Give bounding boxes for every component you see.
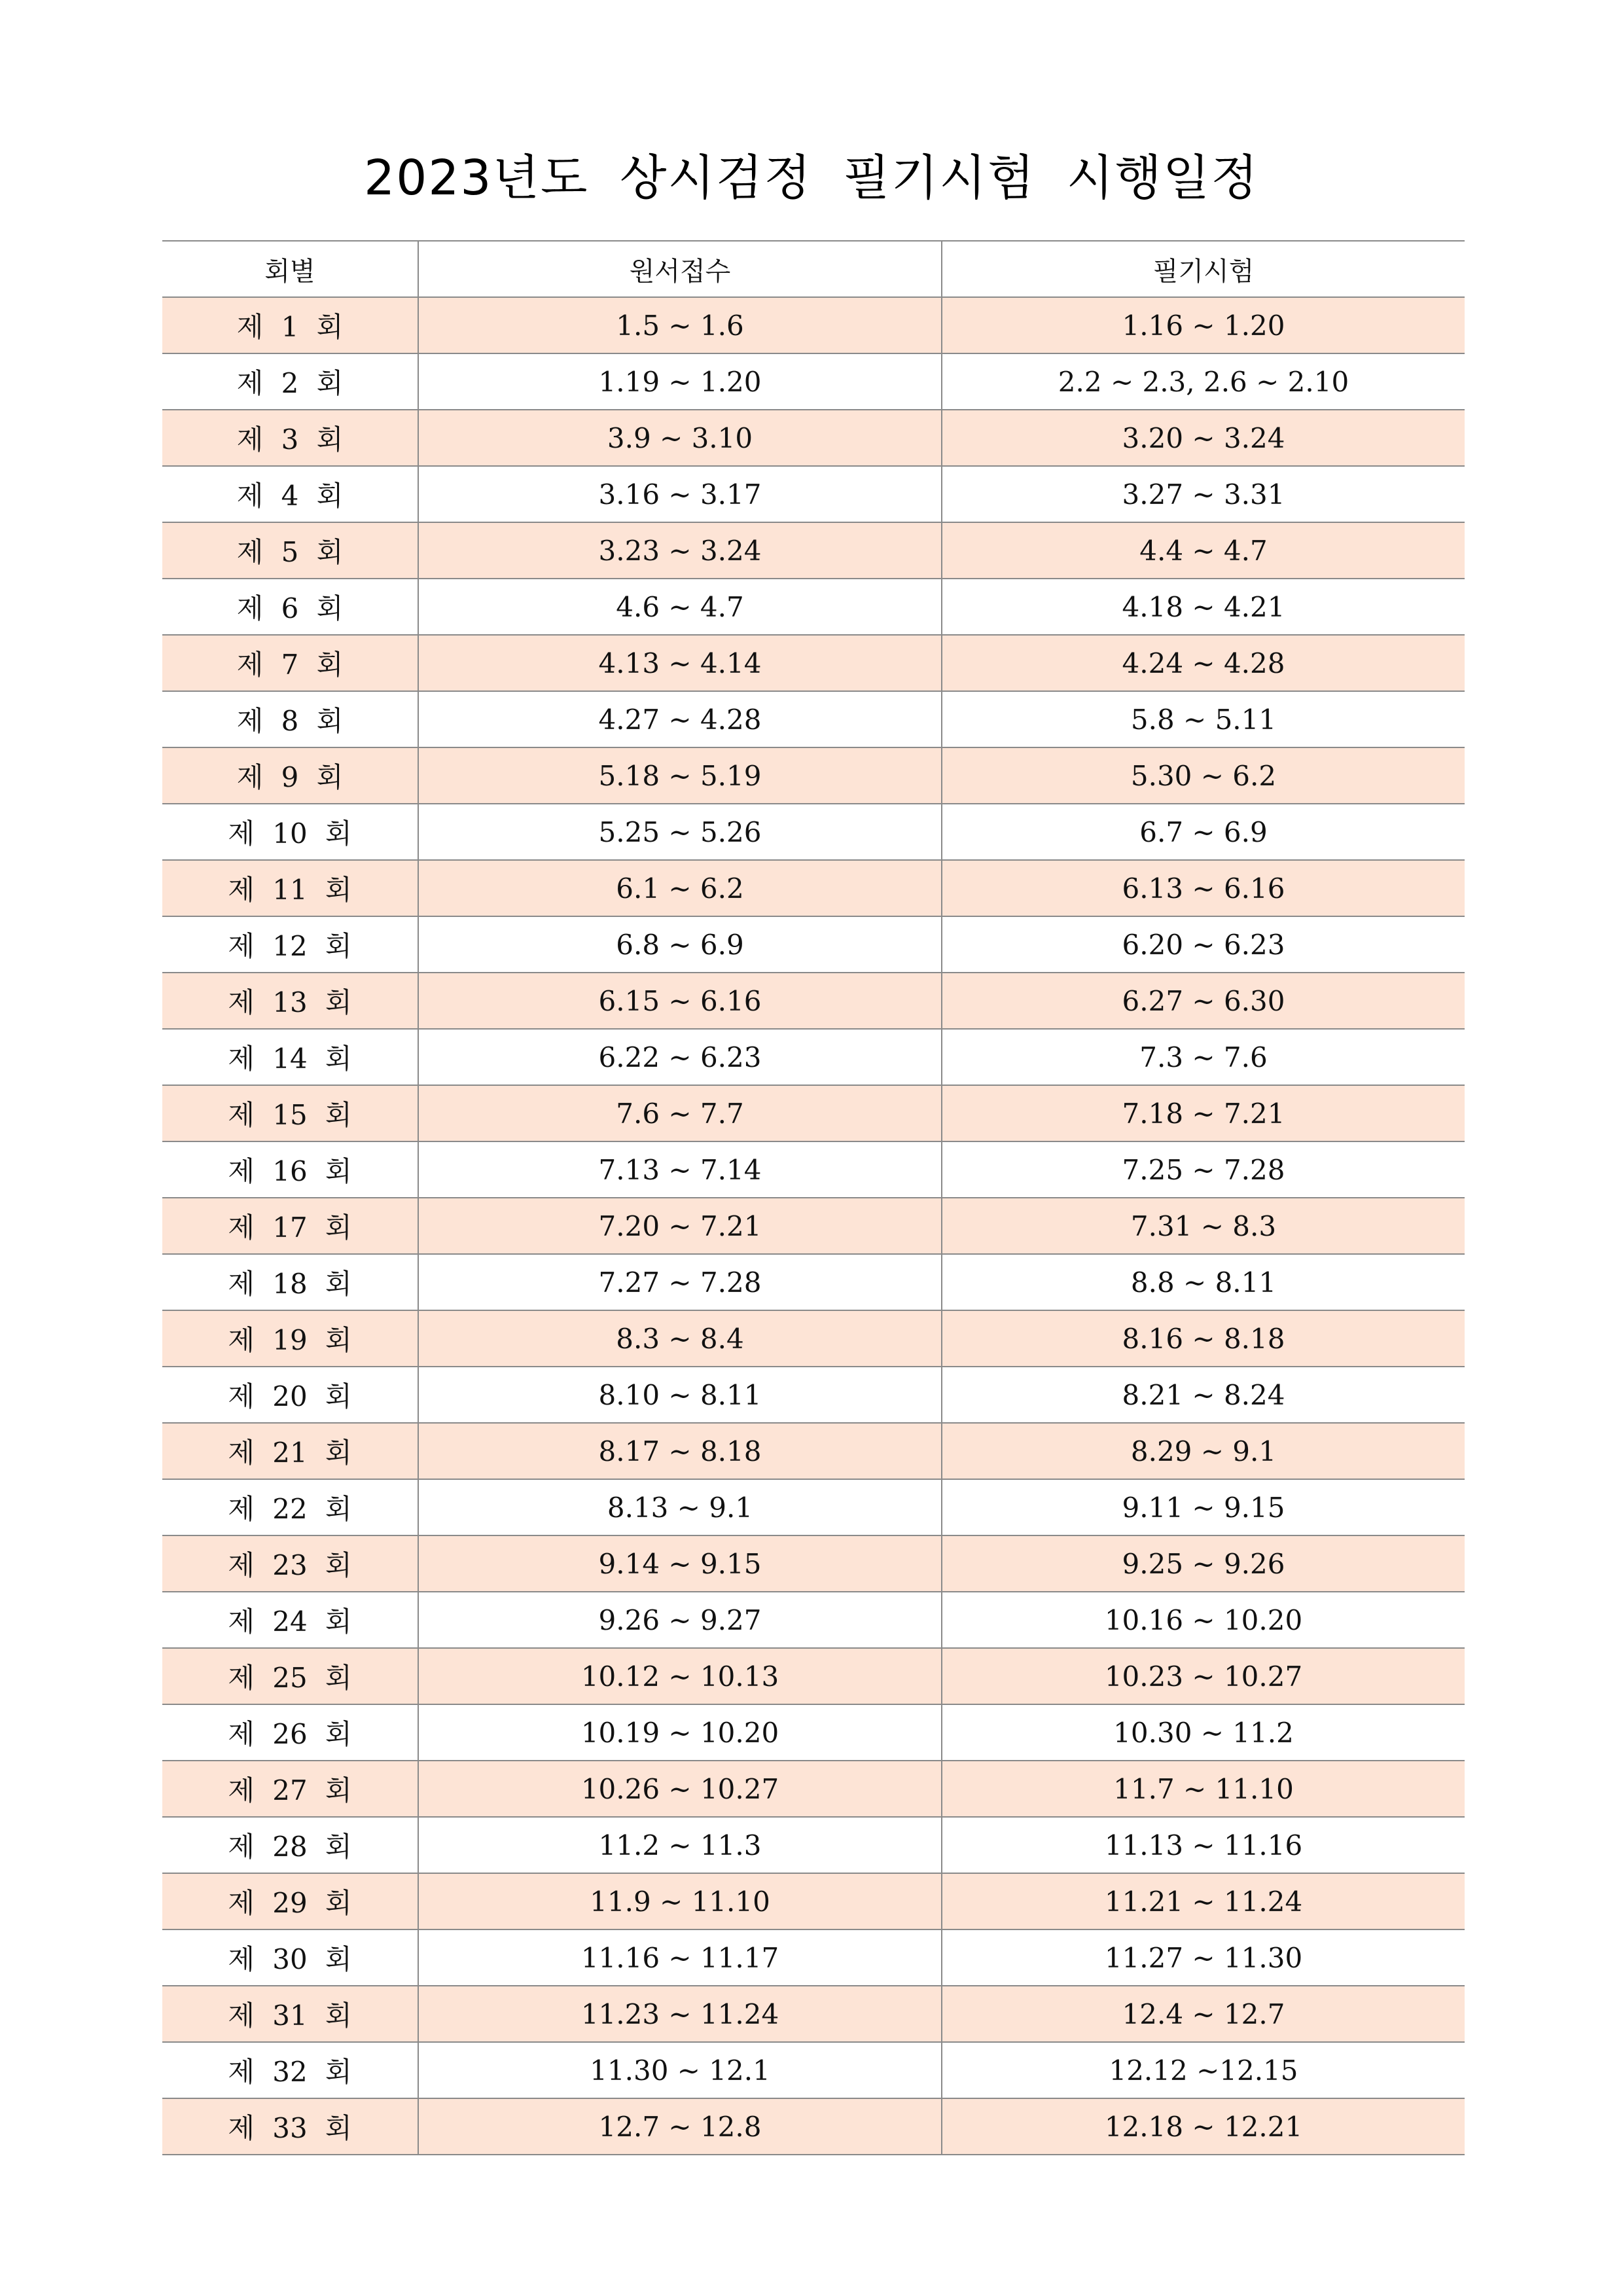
table-row [162,1817,1465,1873]
table-row [162,297,1465,353]
application-cell: 11.30 ~ 12.1 [418,2042,942,2098]
application-cell: 6.15 ~ 6.16 [418,973,942,1029]
application-cell: 8.13 ~ 9.1 [418,1479,942,1535]
table-row [162,1198,1465,1254]
application-cell: 3.16 ~ 3.17 [418,466,942,522]
table-row [162,1592,1465,1648]
round-cell: 제 7 회 [162,635,418,691]
exam-cell: 4.24 ~ 4.28 [942,635,1465,691]
application-cell: 5.25 ~ 5.26 [418,804,942,860]
table-row [162,1141,1465,1198]
application-cell: 11.2 ~ 11.3 [418,1817,942,1873]
round-cell: 제 20 회 [162,1367,418,1423]
round-cell: 제 15 회 [162,1085,418,1141]
exam-cell: 10.16 ~ 10.20 [942,1592,1465,1648]
exam-cell: 5.30 ~ 6.2 [942,747,1465,804]
exam-cell: 3.27 ~ 3.31 [942,466,1465,522]
exam-cell: 6.7 ~ 6.9 [942,804,1465,860]
application-cell: 3.9 ~ 3.10 [418,410,942,466]
table-row [162,353,1465,410]
round-cell: 제 13 회 [162,973,418,1029]
table-row [162,691,1465,747]
application-cell: 10.26 ~ 10.27 [418,1761,942,1817]
application-cell: 6.1 ~ 6.2 [418,860,942,916]
table-row [162,1367,1465,1423]
round-cell: 제 3 회 [162,410,418,466]
table-row [162,1029,1465,1085]
table-row [162,804,1465,860]
round-cell: 제 28 회 [162,1817,418,1873]
table-row [162,747,1465,804]
exam-cell: 8.8 ~ 8.11 [942,1254,1465,1310]
application-cell: 1.5 ~ 1.6 [418,297,942,353]
exam-cell: 7.3 ~ 7.6 [942,1029,1465,1085]
table-row [162,466,1465,522]
exam-cell: 7.31 ~ 8.3 [942,1198,1465,1254]
round-cell: 제 8 회 [162,691,418,747]
exam-cell: 3.20 ~ 3.24 [942,410,1465,466]
header-application: 원서접수 [418,241,942,297]
table-row [162,1085,1465,1141]
round-cell: 제 2 회 [162,353,418,410]
round-cell: 제 30 회 [162,1929,418,1986]
application-cell: 7.6 ~ 7.7 [418,1085,942,1141]
table-row [162,1479,1465,1535]
exam-cell: 9.25 ~ 9.26 [942,1535,1465,1592]
application-cell: 6.8 ~ 6.9 [418,916,942,973]
application-cell: 6.22 ~ 6.23 [418,1029,942,1085]
exam-cell: 9.11 ~ 9.15 [942,1479,1465,1535]
application-cell: 8.3 ~ 8.4 [418,1310,942,1367]
round-cell: 제 25 회 [162,1648,418,1704]
round-cell: 제 17 회 [162,1198,418,1254]
round-cell: 제 9 회 [162,747,418,804]
table-row [162,1761,1465,1817]
application-cell: 4.6 ~ 4.7 [418,579,942,635]
application-cell: 5.18 ~ 5.19 [418,747,942,804]
header-row [162,241,1465,297]
application-cell: 11.9 ~ 11.10 [418,1873,942,1929]
table-row [162,1986,1465,2042]
application-cell: 8.10 ~ 8.11 [418,1367,942,1423]
round-cell: 제 6 회 [162,579,418,635]
application-cell: 4.27 ~ 4.28 [418,691,942,747]
table-row [162,1423,1465,1479]
application-cell: 7.27 ~ 7.28 [418,1254,942,1310]
header-exam: 필기시험 [942,241,1465,297]
page-title: 2023년도 상시검정 필기시험 시행일정 [364,150,1259,206]
application-cell: 11.16 ~ 11.17 [418,1929,942,1986]
exam-cell: 8.16 ~ 8.18 [942,1310,1465,1367]
application-cell: 8.17 ~ 8.18 [418,1423,942,1479]
table-row [162,860,1465,916]
exam-cell: 1.16 ~ 1.20 [942,297,1465,353]
round-cell: 제 24 회 [162,1592,418,1648]
round-cell: 제 12 회 [162,916,418,973]
round-cell: 제 32 회 [162,2042,418,2098]
exam-cell: 11.27 ~ 11.30 [942,1929,1465,1986]
exam-cell: 11.13 ~ 11.16 [942,1817,1465,1873]
table-row [162,1929,1465,1986]
round-cell: 제 4 회 [162,466,418,522]
round-cell: 제 1 회 [162,297,418,353]
table-row [162,2098,1465,2155]
application-cell: 1.19 ~ 1.20 [418,353,942,410]
table-row [162,1254,1465,1310]
round-cell: 제 22 회 [162,1479,418,1535]
round-cell: 제 31 회 [162,1986,418,2042]
exam-cell: 6.27 ~ 6.30 [942,973,1465,1029]
exam-cell: 7.18 ~ 7.21 [942,1085,1465,1141]
table-row [162,410,1465,466]
application-cell: 7.20 ~ 7.21 [418,1198,942,1254]
round-cell: 제 33 회 [162,2098,418,2155]
table-row [162,1310,1465,1367]
round-cell: 제 10 회 [162,804,418,860]
schedule-body [162,297,1465,2155]
round-cell: 제 14 회 [162,1029,418,1085]
application-cell: 9.14 ~ 9.15 [418,1535,942,1592]
round-cell: 제 21 회 [162,1423,418,1479]
table-row [162,1648,1465,1704]
exam-cell: 5.8 ~ 5.11 [942,691,1465,747]
exam-cell: 10.23 ~ 10.27 [942,1648,1465,1704]
exam-cell: 6.20 ~ 6.23 [942,916,1465,973]
exam-cell: 4.18 ~ 4.21 [942,579,1465,635]
exam-cell: 8.29 ~ 9.1 [942,1423,1465,1479]
round-cell: 제 23 회 [162,1535,418,1592]
table-row [162,973,1465,1029]
application-cell: 7.13 ~ 7.14 [418,1141,942,1198]
schedule-table [162,240,1465,2155]
application-cell: 10.12 ~ 10.13 [418,1648,942,1704]
round-cell: 제 29 회 [162,1873,418,1929]
table-row [162,1873,1465,1929]
round-cell: 제 19 회 [162,1310,418,1367]
exam-cell: 4.4 ~ 4.7 [942,522,1465,579]
round-cell: 제 26 회 [162,1704,418,1761]
table-row [162,2042,1465,2098]
application-cell: 4.13 ~ 4.14 [418,635,942,691]
table-row [162,635,1465,691]
exam-cell: 7.25 ~ 7.28 [942,1141,1465,1198]
exam-cell: 12.18 ~ 12.21 [942,2098,1465,2155]
exam-cell: 11.7 ~ 11.10 [942,1761,1465,1817]
exam-cell: 8.21 ~ 8.24 [942,1367,1465,1423]
header-round: 회별 [162,241,418,297]
table-row [162,579,1465,635]
round-cell: 제 16 회 [162,1141,418,1198]
exam-cell: 12.4 ~ 12.7 [942,1986,1465,2042]
application-cell: 10.19 ~ 10.20 [418,1704,942,1761]
table-row [162,1704,1465,1761]
round-cell: 제 5 회 [162,522,418,579]
exam-cell: 2.2 ~ 2.3, 2.6 ~ 2.10 [942,353,1465,410]
round-cell: 제 27 회 [162,1761,418,1817]
exam-cell: 6.13 ~ 6.16 [942,860,1465,916]
exam-cell: 11.21 ~ 11.24 [942,1873,1465,1929]
application-cell: 9.26 ~ 9.27 [418,1592,942,1648]
table-row [162,1535,1465,1592]
application-cell: 12.7 ~ 12.8 [418,2098,942,2155]
table-row [162,916,1465,973]
application-cell: 3.23 ~ 3.24 [418,522,942,579]
exam-cell: 10.30 ~ 11.2 [942,1704,1465,1761]
round-cell: 제 18 회 [162,1254,418,1310]
table-row [162,522,1465,579]
round-cell: 제 11 회 [162,860,418,916]
exam-cell: 12.12 ~12.15 [942,2042,1465,2098]
application-cell: 11.23 ~ 11.24 [418,1986,942,2042]
